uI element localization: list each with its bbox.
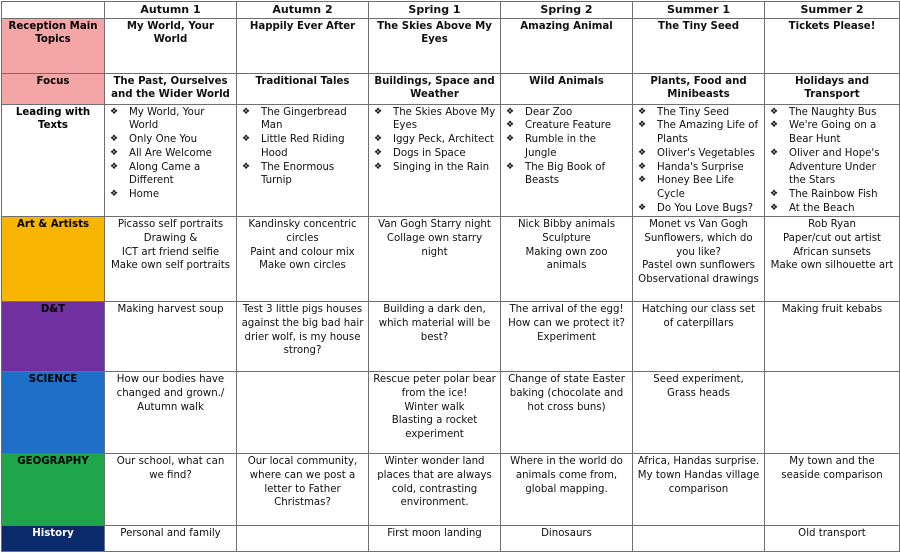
corner-cell [2, 2, 105, 19]
book-list-item [109, 188, 232, 202]
cell-line: First moon landing [387, 528, 482, 540]
science-cell [237, 372, 369, 454]
book-title: Iggy Peck, Architect [393, 134, 494, 146]
column-header-autumn-2: Autumn 2 [237, 2, 369, 19]
cell-line: Where in the world do animals come from, global mapping. [510, 456, 623, 495]
cell-line: Africa, Handas surprise. [637, 456, 760, 468]
diamond-bullet-icon: ❖ [770, 120, 779, 131]
topic-cell: The Tiny Seed [633, 18, 765, 73]
science-cell [633, 372, 765, 454]
cell-line: Dinosaurs [541, 528, 592, 540]
art-cell [105, 217, 237, 302]
cell-line: My town Handas village comparison [637, 470, 760, 495]
history-cell [765, 526, 900, 552]
diamond-bullet-icon: ❖ [242, 134, 251, 145]
books-cell [633, 104, 765, 217]
book-title: My World, Your World [129, 106, 205, 132]
cell-line: Picasso self portraits [117, 219, 224, 231]
cell-line: African sunsets [793, 246, 871, 258]
books-cell [369, 104, 501, 217]
focus-cell: Buildings, Space and Weather [369, 73, 501, 104]
art-cell [237, 217, 369, 302]
diamond-bullet-icon: ❖ [242, 161, 251, 172]
book-list-item [373, 106, 496, 133]
book-list-item [505, 119, 628, 133]
cell-line: Drawing & [143, 233, 198, 245]
diamond-bullet-icon: ❖ [770, 106, 779, 117]
diamond-bullet-icon: ❖ [638, 106, 647, 117]
row-history [2, 526, 900, 552]
row-label-art: Art & Artists [2, 217, 105, 302]
cell-line: Kandinsky concentric circles [248, 219, 357, 245]
cell-line: Monet vs Van Gogh Sunflowers, which do you like? [644, 219, 753, 258]
focus-cell: Traditional Tales [237, 73, 369, 104]
book-list [109, 106, 232, 202]
geography-cell [369, 454, 501, 526]
book-title: Creature Feature [525, 120, 612, 132]
book-list-item [769, 188, 895, 202]
focus-cell: The Past, Ourselves and the Wider World [105, 73, 237, 104]
row-label-science: SCIENCE [2, 372, 105, 454]
dt-cell [105, 302, 237, 372]
cell-line: Observational drawings [638, 274, 759, 286]
row-topics [2, 18, 900, 73]
diamond-bullet-icon: ❖ [770, 147, 779, 158]
curriculum-table [1, 1, 900, 552]
diamond-bullet-icon: ❖ [638, 147, 647, 158]
book-list-item [109, 161, 232, 188]
cell-line: Rescue peter polar bear from the ice! [373, 374, 496, 400]
book-list-item [373, 147, 496, 161]
diamond-bullet-icon: ❖ [110, 147, 119, 158]
book-list-item [637, 202, 760, 216]
book-list [769, 106, 895, 216]
dt-cell [369, 302, 501, 372]
book-list-item [505, 161, 628, 188]
column-header-summer-2: Summer 2 [765, 2, 900, 19]
cell-line: The arrival of the egg! How can we protect it? [508, 304, 625, 330]
science-cell [105, 372, 237, 454]
row-label-dt: D&T [2, 302, 105, 372]
book-list [637, 106, 760, 216]
book-title: The Enormous Turnip [261, 161, 335, 187]
focus-cell: Plants, Food and Minibeasts [633, 73, 765, 104]
cell-line: Making own zoo animals [525, 246, 608, 272]
diamond-bullet-icon: ❖ [506, 120, 515, 131]
cell-line: Blasting a rocket experiment [391, 415, 478, 441]
column-header-autumn-1: Autumn 1 [105, 2, 237, 19]
row-label-focus: Focus [2, 73, 105, 104]
diamond-bullet-icon: ❖ [242, 106, 251, 117]
book-title: Honey Bee Life Cycle [657, 175, 735, 200]
geography-cell [765, 454, 900, 526]
book-list-item [637, 147, 760, 161]
diamond-bullet-icon: ❖ [638, 175, 647, 186]
book-title: At the Beach [789, 202, 855, 214]
cell-line: Van Gogh Starry night [378, 219, 491, 231]
column-header-summer-1: Summer 1 [633, 2, 765, 19]
cell-line: Sculpture [542, 233, 591, 245]
book-list-item [373, 133, 496, 147]
cell-line: Making harvest soup [117, 304, 224, 316]
cell-line: Make own silhouette art [770, 260, 894, 272]
book-list-item [769, 202, 895, 216]
diamond-bullet-icon: ❖ [506, 134, 515, 145]
cell-line: Our local community, where can we post a letter to Father Christmas? [247, 456, 358, 509]
book-list-item [637, 119, 760, 146]
cell-line: Rob Ryan [808, 219, 856, 231]
row-label-history: History [2, 526, 105, 552]
book-title: The Big Book of Beasts [525, 161, 606, 187]
cell-line: Winter walk [404, 401, 465, 413]
cell-line: Seed experiment, [653, 374, 744, 386]
book-list-item [241, 161, 364, 188]
book-title: Oliver's Vegetables [657, 147, 755, 159]
book-list [373, 106, 496, 175]
book-list-item [637, 106, 760, 120]
cell-line: Nick Bibby animals [517, 219, 616, 231]
diamond-bullet-icon: ❖ [110, 188, 119, 199]
book-title: Along Came a Different [129, 161, 201, 187]
row-texts [2, 104, 900, 217]
cell-line: My town and the seaside comparison [781, 456, 883, 482]
book-list-item [637, 174, 760, 201]
diamond-bullet-icon: ❖ [638, 120, 647, 131]
dt-cell [501, 302, 633, 372]
row-label-topics: Reception Main Topics [2, 18, 105, 73]
row-science [2, 372, 900, 454]
book-title: Handa's Surprise [657, 161, 744, 173]
cell-line: Winter wonder land places that are always cold, contrasting environment. [377, 456, 492, 509]
cell-line: Collage own starry night [386, 233, 483, 258]
diamond-bullet-icon: ❖ [374, 147, 383, 158]
diamond-bullet-icon: ❖ [638, 161, 647, 172]
book-list-item [505, 106, 628, 120]
cell-line: Our school, what can we find? [116, 456, 225, 482]
book-title: Rumble in the Jungle [525, 134, 597, 159]
book-list [241, 106, 364, 188]
cell-line: Change of state Easter baking (chocolate and hot cross buns) [508, 374, 625, 413]
column-header-spring-2: Spring 2 [501, 2, 633, 19]
dt-cell [765, 302, 900, 372]
header-row [2, 2, 900, 19]
diamond-bullet-icon: ❖ [110, 161, 119, 172]
focus-cell: Holidays and Transport [765, 73, 900, 104]
book-title: All Are Welcome [129, 147, 212, 159]
diamond-bullet-icon: ❖ [110, 134, 119, 145]
book-list-item [637, 161, 760, 175]
diamond-bullet-icon: ❖ [638, 202, 647, 213]
science-cell [501, 372, 633, 454]
cell-line: Paper/cut out artist [782, 233, 882, 245]
book-title: Home [129, 188, 160, 200]
book-title: Oliver and Hope's Adventure Under the Stars [789, 147, 880, 187]
book-list-item [109, 106, 232, 133]
geography-cell [105, 454, 237, 526]
diamond-bullet-icon: ❖ [374, 106, 383, 117]
cell-line: Building a dark den, which material will be best? [378, 304, 491, 343]
books-cell [105, 104, 237, 217]
row-art [2, 217, 900, 302]
book-title: The Naughty Bus [789, 106, 877, 118]
cell-line: Paint and colour mix [250, 246, 355, 258]
book-title: Dear Zoo [525, 106, 573, 118]
book-list [505, 106, 628, 188]
diamond-bullet-icon: ❖ [374, 161, 383, 172]
book-title: Little Red Riding Hood [261, 134, 345, 159]
cell-line: Making fruit kebabs [781, 304, 883, 316]
books-cell [237, 104, 369, 217]
book-title: Dogs in Space [393, 147, 466, 159]
focus-cell: Wild Animals [501, 73, 633, 104]
book-list-item [505, 133, 628, 160]
topic-cell: The Skies Above My Eyes [369, 18, 501, 73]
science-cell [369, 372, 501, 454]
book-title: The Skies Above My Eyes [393, 106, 496, 132]
history-cell [633, 526, 765, 552]
book-list-item [109, 147, 232, 161]
book-list-item [769, 119, 895, 146]
history-cell [105, 526, 237, 552]
diamond-bullet-icon: ❖ [110, 106, 119, 117]
diamond-bullet-icon: ❖ [770, 188, 779, 199]
history-cell [237, 526, 369, 552]
book-list-item [109, 133, 232, 147]
cell-line: Personal and family [120, 528, 221, 540]
cell-line: How our bodies have changed and grown./ Autumn walk [116, 374, 225, 413]
book-list-item [241, 106, 364, 133]
art-cell [501, 217, 633, 302]
book-title: Singing in the Rain [393, 161, 490, 173]
book-title: Do You Love Bugs? [657, 202, 754, 214]
geography-cell [633, 454, 765, 526]
dt-cell [237, 302, 369, 372]
book-title: The Tiny Seed [657, 106, 730, 118]
diamond-bullet-icon: ❖ [770, 202, 779, 213]
topic-cell: Tickets Please! [765, 18, 900, 73]
cell-line: ICT art friend selfie [121, 246, 220, 258]
book-title: The Rainbow Fish [789, 188, 878, 200]
topic-cell: Amazing Animal [501, 18, 633, 73]
diamond-bullet-icon: ❖ [374, 134, 383, 145]
book-list-item [241, 133, 364, 160]
art-cell [633, 217, 765, 302]
topic-cell: Happily Ever After [237, 18, 369, 73]
science-cell [765, 372, 900, 454]
art-cell [765, 217, 900, 302]
diamond-bullet-icon: ❖ [506, 106, 515, 117]
cell-line: Hatching our class set of caterpillars [641, 304, 756, 330]
cell-line: Experiment [537, 331, 596, 343]
row-dt [2, 302, 900, 372]
book-list-item [769, 147, 895, 188]
geography-cell [501, 454, 633, 526]
geography-cell [237, 454, 369, 526]
cell-line: Pastel own sunflowers [642, 260, 755, 272]
dt-cell [633, 302, 765, 372]
row-focus [2, 73, 900, 104]
cell-line: Test 3 little pigs houses against the big bad hair drier wolf, is my house strong? [241, 304, 364, 357]
history-cell [501, 526, 633, 552]
row-geography [2, 454, 900, 526]
row-label-texts: Leading with Texts [2, 104, 105, 217]
book-title: We're Going on a Bear Hunt [789, 120, 877, 146]
book-title: The Amazing Life of Plants [657, 120, 759, 146]
topic-cell: My World, Your World [105, 18, 237, 73]
book-title: Only One You [129, 134, 198, 146]
column-header-spring-1: Spring 1 [369, 2, 501, 19]
book-list-item [769, 106, 895, 120]
history-cell [369, 526, 501, 552]
cell-line: Old transport [798, 528, 866, 540]
diamond-bullet-icon: ❖ [506, 161, 515, 172]
cell-line: Grass heads [667, 388, 730, 400]
book-title: The Gingerbread Man [261, 106, 347, 132]
art-cell [369, 217, 501, 302]
book-list-item [373, 161, 496, 175]
cell-line: Make own self portraits [110, 260, 230, 272]
books-cell [501, 104, 633, 217]
row-label-geography: GEOGRAPHY [2, 454, 105, 526]
books-cell [765, 104, 900, 217]
cell-line: Make own circles [259, 260, 346, 272]
